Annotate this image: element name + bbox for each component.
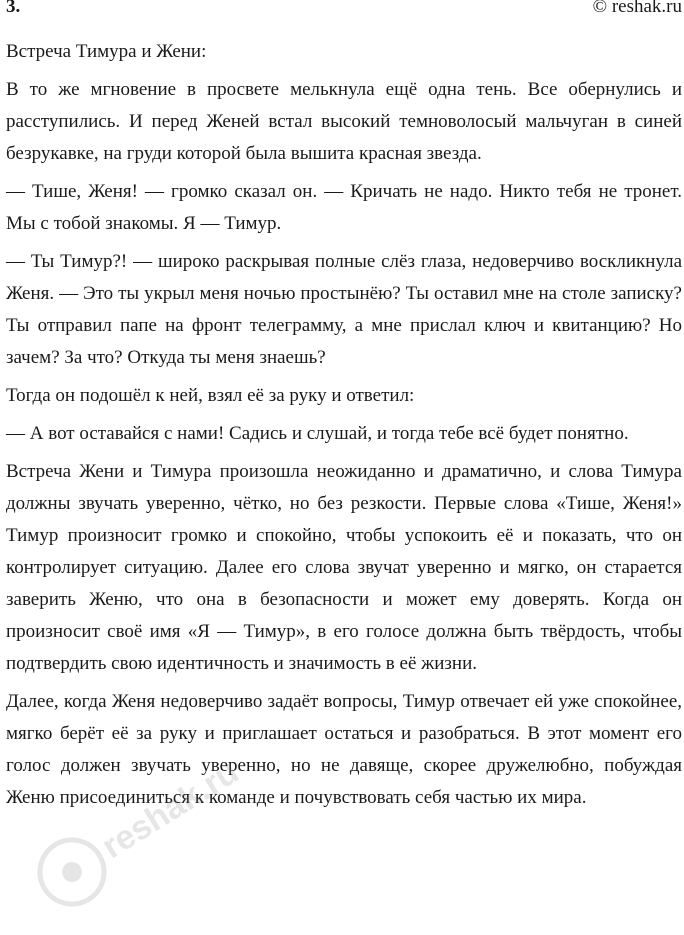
paragraph-5: — А вот оставайся с нами! Садись и слушай, и тогда тебе всё будет понятно.: [6, 423, 629, 444]
site-credit: © reshak.ru: [592, 0, 682, 17]
section-title: Встреча Тимура и Жени:: [6, 41, 207, 62]
paragraph-7: Далее, когда Женя недоверчиво задаёт вопросы, Тимур отвечает ей уже спокойнее, мягко берёт её за руку и приглашает остаться и разобраться. В этот момент его голос должен звучать уверенно, но не давяще, скорее дружелюбно, побуждая Женю присоединиться к команде и почувствовать себя частью их мира.: [6, 691, 682, 808]
task-number: 3.: [6, 0, 21, 17]
watermark-text: reshak.ru: [95, 752, 246, 867]
paragraph-4: Тогда он подошёл к ней, взял её за руку и ответил:: [6, 385, 415, 406]
paragraph-1: В то же мгновение в просвете мелькнула ещё одна тень. Все обернулись и расступились. И перед Женей встал высокий темноволосый мальчуган в синей безрукавке, на груди которой была вышита красная звезда.: [6, 79, 682, 164]
document-page: [6, 0, 682, 820]
paragraph-6: Встреча Жени и Тимура произошла неожиданно и драматично, и слова Тимура должны звучать уверенно, чётко, но без резкости. Первые слова «Тише, Женя!» Тимур произносит громко и спокойно, чтобы успокоить её и показать, что он контролирует ситуацию. Далее его слова звучат уверенно и мягко, он старается заверить Женю, что она в безопасности и может ему доверять. Когда он произносит своё имя «Я — Тимур», в его голосе должна быть твёрдость, чтобы подтвердить свою идентичность и значимость в её жизни.: [6, 461, 682, 674]
paragraph-2: — Тише, Женя! — громко сказал он. — Кричать не надо. Никто тебя не тронет. Мы с тобой знакомы. Я — Тимур.: [6, 181, 682, 234]
paragraph-3: — Ты Тимур?! — широко раскрывая полные слёз глаза, недоверчиво воскликнула Женя. — Это ты укрыл меня ночью простынёю? Ты оставил мне на столе записку? Ты отправил папе на фронт телеграмму, а мне прислал ключ и квитанцию? Но зачем? За что? Откуда ты меня знаешь?: [6, 251, 682, 368]
page-header: [6, 0, 682, 30]
